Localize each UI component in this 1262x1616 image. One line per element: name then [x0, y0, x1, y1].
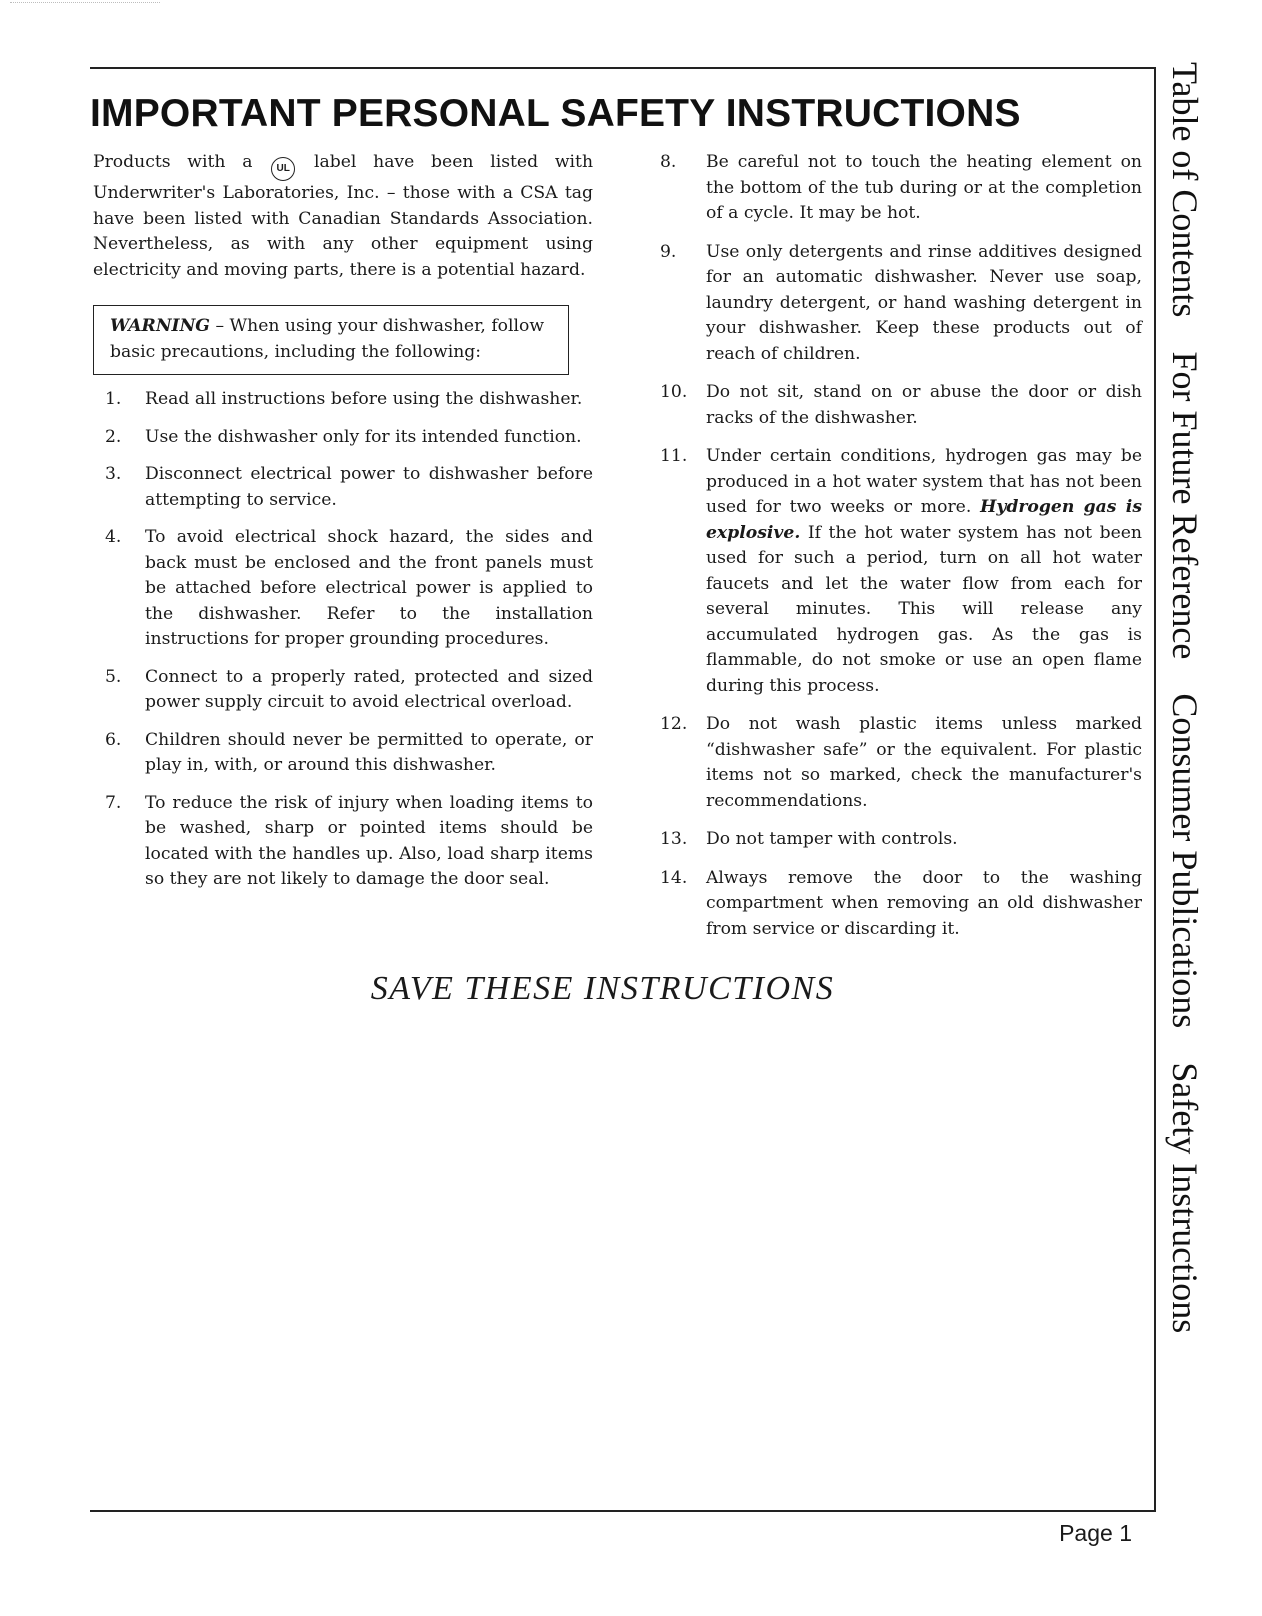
item-number: 3. [105, 464, 122, 484]
intro-text-after: label have been listed with Underwriter's Laboratories, Inc. – those with a CSA tag have been listed with Canadian Standards Association. Nevertheless, as with any other equipment using electricity and moving parts, there is a potential hazard. [93, 152, 594, 280]
item-number: 12. [660, 714, 688, 734]
item-text: Read all instructions before using the dishwasher. [145, 389, 583, 409]
item-number: 14. [660, 867, 688, 888]
save-instructions-banner: SAVE THESE INSTRUCTIONS [370, 970, 835, 1007]
side-tab-strip [1148, 62, 1223, 1382]
left-column [93, 150, 593, 905]
instruction-list-right [660, 150, 1142, 942]
right-column [660, 150, 1142, 955]
item-number: 10. [660, 382, 688, 402]
item-number: 7. [105, 792, 122, 813]
item-number: 11. [660, 446, 688, 466]
list-item [660, 866, 1142, 943]
page-number: Page 1 [1059, 1520, 1132, 1546]
item-text: To avoid electrical shock hazard, the sides and back must be enclosed and the front panels must be attached before electrical power is applied to the dishwasher. Refer to the installation instructions for proper grounding procedures. [145, 527, 593, 649]
item-text: Do not sit, stand on or abuse the door or dish racks of the dishwasher. [706, 382, 1142, 428]
warning-text: – When using your dishwasher, follow basic precautions, including the following: [110, 316, 545, 362]
list-item [660, 150, 1142, 227]
item-text: Connect to a properly rated, protected and sized power supply circuit to avoid electrical overload. [145, 666, 593, 712]
item-text: Disconnect electrical power to dishwasher before attempting to service. [145, 464, 593, 510]
list-item [660, 240, 1142, 368]
item-number: 13. [660, 829, 688, 849]
tab-consumer-publications[interactable]: Consumer Publications [1165, 693, 1206, 1029]
page-title: IMPORTANT PERSONAL SAFETY INSTRUCTIONS [90, 92, 1021, 135]
list-item [93, 425, 593, 451]
item-number: 5. [105, 666, 122, 687]
item-text-after: If the hot water system has not been used for such a period, turn on all hot water faucets and let the water flow from each for several minutes. This will release any accumulated hydrogen gas. As the gas is flammable, do not smoke or use an open flame during this process. [706, 522, 1142, 696]
item-text: Do not wash plastic items unless marked “dishwasher safe” or the equivalent. For plastic items not so marked, check the manufacturer's recommendations. [706, 714, 1142, 811]
ul-listing-icon: UL [271, 157, 295, 181]
item-text: Always remove the door to the washing compartment when removing an old dishwasher from service or discarding it. [706, 867, 1142, 939]
item-number: 1. [105, 389, 122, 409]
item-number: 8. [660, 152, 677, 172]
item-text: To reduce the risk of injury when loading items to be washed, sharp or pointed items should be located with the handles up. Also, load sharp items so they are not likely to damage the door seal. [145, 792, 593, 889]
tab-table-of-contents[interactable]: Table of Contents [1165, 62, 1206, 318]
tab-safety-instructions[interactable]: Safety Instructions [1165, 1062, 1206, 1334]
warning-label: WARNING [110, 316, 210, 336]
instruction-list-left [93, 387, 593, 893]
item-number: 6. [105, 729, 122, 750]
warning-box [93, 305, 569, 375]
item-text: Use only detergents and rinse additives designed for an automatic dishwasher. Never use soap, laundry detergent, or hand washing detergent in your dishwasher. Keep these products out of reach of children. [706, 241, 1142, 364]
tab-for-future-reference[interactable]: For Future Reference [1165, 351, 1206, 660]
item-text: Be careful not to touch the heating element on the bottom of the tub during or at the completion of a cycle. It may be hot. [706, 152, 1142, 223]
item-number: 2. [105, 426, 122, 447]
list-item [660, 712, 1142, 814]
list-item [660, 380, 1142, 431]
list-item [93, 387, 593, 413]
list-item [93, 525, 593, 653]
list-item [93, 462, 593, 513]
list-item [93, 728, 593, 779]
intro-paragraph [93, 150, 593, 283]
list-item [660, 827, 1142, 853]
item-number: 4. [105, 527, 122, 547]
list-item [93, 665, 593, 716]
item-text: Do not tamper with controls. [706, 829, 958, 849]
item-text: Children should never be permitted to operate, or play in, with, or around this dishwasher. [145, 729, 593, 775]
item-text: Use the dishwasher only for its intended function. [145, 426, 582, 447]
top-rule [90, 67, 1155, 69]
item-emphasis: Hydrogen gas is explosive. [706, 497, 1143, 543]
item-number: 9. [660, 241, 677, 262]
scan-artifact [10, 2, 160, 9]
list-item [660, 444, 1142, 699]
intro-text-before: Products with a [93, 152, 253, 172]
bottom-rule [90, 1510, 1156, 1512]
list-item [93, 791, 593, 893]
item-text: Under certain conditions, hydrogen gas may be produced in a hot water system that has not been used for two weeks or more. [706, 446, 1142, 517]
